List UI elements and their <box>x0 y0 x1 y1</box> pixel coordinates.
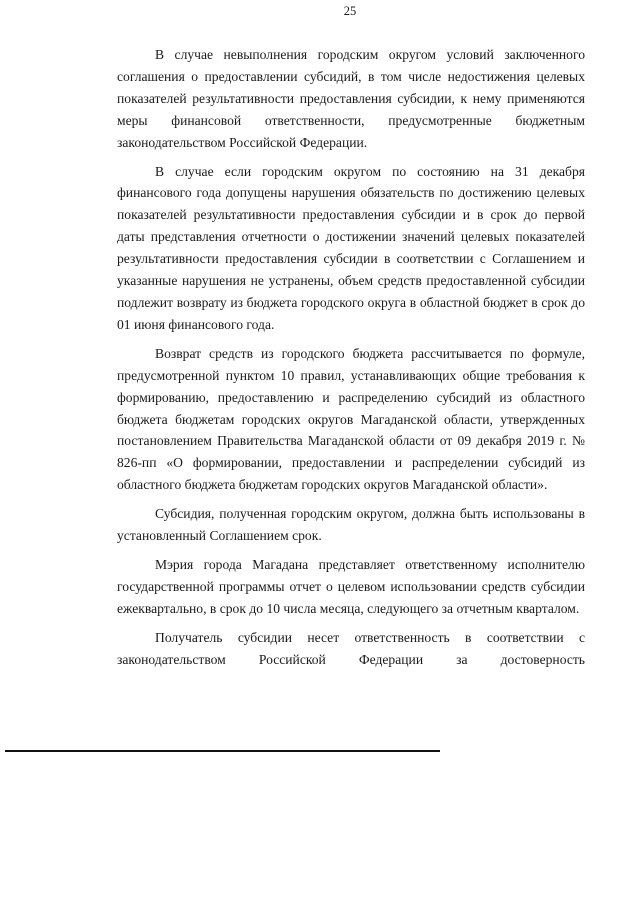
paragraph-violations-refund: В случае если городским округом по состоянию на 31 декабря финансового года допущены нарушения обязательств по достижению целевых показателей результативности предоставления субсидии и в срок до первой даты представления отчетности о достижении значений целевых показателей результативности предоставления субсидии в соответствии с Соглашением и указанные нарушения не устранены, объем средств предоставленной субсидии подлежит возврату из бюджета городского округа в областной бюджет в срок до 01 июня финансового года. <box>117 163 585 332</box>
page-number: 25 <box>343 4 357 18</box>
paragraph-financial-responsibility: В случае невыполнения городским округом условий заключенного соглашения о предоставлении субсидий, в том числе недостижения целевых показателей результативности предоставления субсидии, к нему применяются меры финансовой ответственности, предусмотренные бюджетным законодательством Российской Федерации. <box>117 47 585 150</box>
document-body <box>117 44 585 670</box>
footer-rule <box>5 750 440 752</box>
paragraph-refund-formula: Возврат средств из городского бюджета рассчитывается по формуле, предусмотренной пунктом 10 правил, устанавливающих общие требования к формированию, предоставлению и распределению субсидий из областного бюджета бюджетам городских округов Магаданской области, утвержденных постановлением Правительства Магаданской области от 09 декабря 2019 г. № 826-пп «О формировании, предоставлении и распределении субсидий из областного бюджета бюджетам городских округов Магаданской области». <box>117 345 585 493</box>
paragraph-quarterly-report: Мэрия города Магадана представляет ответственному исполнителю государственной программы отчет о целевом использовании средств субсидии ежеквартально, в срок до 10 числа месяца, следующего за отчетным кварталом. <box>117 556 585 616</box>
paragraph-recipient-responsibility: Получатель субсидии несет ответственность в соответствии с законодательством Российской Федерации за достоверность <box>117 629 585 667</box>
paragraph-subsidy-usage-term: Субсидия, полученная городским округом, должна быть использованы в установленный Соглашением срок. <box>117 506 585 544</box>
